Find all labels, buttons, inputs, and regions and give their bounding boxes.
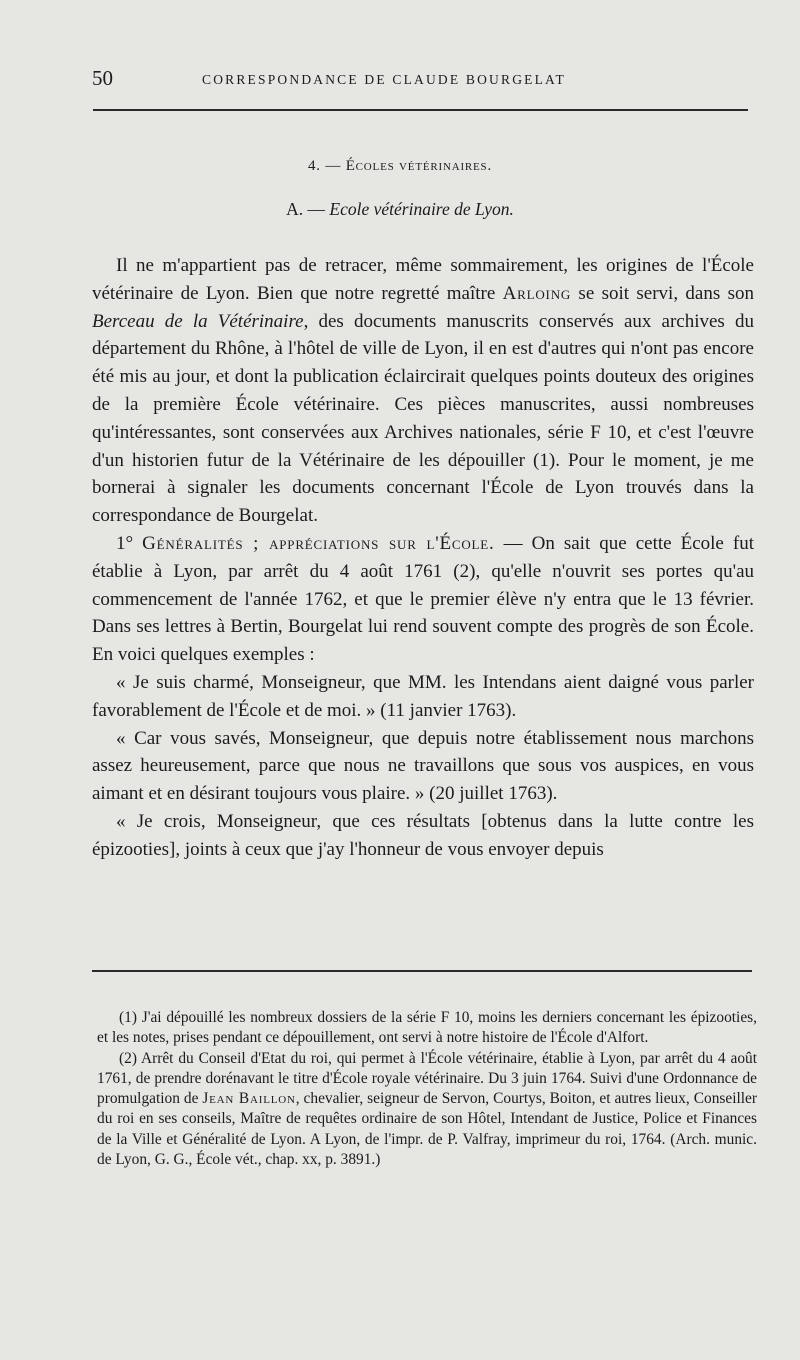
paragraph-generalites	[92, 530, 754, 669]
footnote-2-part: (2) Arrêt du Conseil d'Etat du roi, qui permet à l'École vétérinaire, établie à Lyon, par arrêt du 4 août 1761, de prendre dorénavant le titre d'École royale vétérinaire. Du 3 juin 1764. Suivi d'une Ordonnance de promulgation de	[97, 1049, 757, 1108]
page-header	[92, 66, 752, 96]
paragraph-intro	[92, 252, 754, 530]
footnote-2-part: , chevalier, seigneur de Servon, Courtys, Boiton, et autres lieux, Conseiller du roi en ses conseils, Maître de requêtes ordinaire de son Hôtel, Intendant de Justice, Police et Finances de la Ville et Généralité de Lyon. A Lyon, de l'impr. de P. Valfray, imprimeur du roi, 1764. (Arch. munic. de Lyon, G. G., École vét., chap. xx, p. 3891.)	[97, 1090, 757, 1169]
quote-1763-jul: « Car vous savés, Monseigneur, que depuis notre établissement nous marchons assez heureusement, parce que nous ne travaillons que sous vos auspices, en vous aimant et en désirant toujours vous plaire. » (20 juillet 1763).	[92, 727, 754, 805]
footnote-2	[97, 1049, 757, 1171]
author-name-arloing: Arloing	[502, 282, 572, 304]
subsection-title: Ecole vétérinaire de Lyon.	[329, 199, 514, 219]
item-number: 1°	[116, 532, 143, 554]
section-heading	[0, 158, 800, 175]
inline-heading: Généralités ; appréciations sur l'École.	[142, 532, 495, 554]
page-number: 50	[92, 66, 113, 90]
body-text	[92, 252, 754, 864]
footnotes	[97, 1008, 757, 1170]
paragraph-intro-part: , des documents manuscrits conservés aux archives du département du Rhône, à l'hôtel de ville de Lyon, il en est d'autres qui n'ont pas encore été mis au jour, et dont la publication éclaircirait quelques points douteux des origines de la première École vétérinaire. Ces pièces manuscrites, aussi nombreuses qu'intéressantes, sont conservées aux Archives nationales, série F 10, et c'est l'œuvre d'un historien futur de la Vétérinaire de les dépouiller (1). Pour le moment, je me bornerai à signaler les documents concernant l'École de Lyon trouvés dans la correspondance de Bourgelat.	[92, 310, 754, 527]
paragraph-intro-part: se soit servi, dans son	[571, 282, 754, 304]
footnote-rule	[92, 970, 752, 972]
header-rule	[93, 109, 748, 111]
paragraph-intro-part: Il ne m'appartient pas de retracer, même sommairement, les origines de l'École vétérinaire de Lyon. Bien que notre regretté maître	[92, 255, 754, 304]
running-title: CORRESPONDANCE DE CLAUDE BOURGELAT	[202, 72, 566, 87]
quote-epizooties: « Je crois, Monseigneur, que ces résultats [obtenus dans la lutte contre les épizooties], joints à ceux que j'ay l'honneur de vous envoyer depuis	[92, 810, 754, 860]
footnote-1: (1) J'ai dépouillé les nombreux dossiers de la série F 10, moins les derniers concernant les épizooties, et les notes, prises pendant ce dépouillement, ont servi à notre histoire de l'École d'Alfort.	[97, 1009, 757, 1047]
subsection-number: A. —	[286, 199, 326, 219]
subsection-heading	[0, 199, 800, 220]
section-heading-text: 4. — Écoles vétérinaires.	[307, 158, 493, 174]
quote-1763-jan: « Je suis charmé, Monseigneur, que MM. les Intendans aient daigné vous parler favorablement de l'École et de moi. » (11 janvier 1763).	[92, 671, 754, 721]
person-name-jean-baillon: Jean Baillon	[202, 1090, 296, 1108]
book-title: Berceau de la Vétérinaire	[92, 310, 304, 332]
paragraph-generalites-text: — On sait que cette École fut établie à Lyon, par arrêt du 4 août 1761 (2), qu'elle n'ouvrit ses portes qu'au commencement de l'année 1762, et que le premier élève n'y entra que le 13 février. Dans ses lettres à Bertin, Bourgelat lui rend souvent compte des progrès de son École. En voici quelques exemples :	[92, 532, 754, 666]
